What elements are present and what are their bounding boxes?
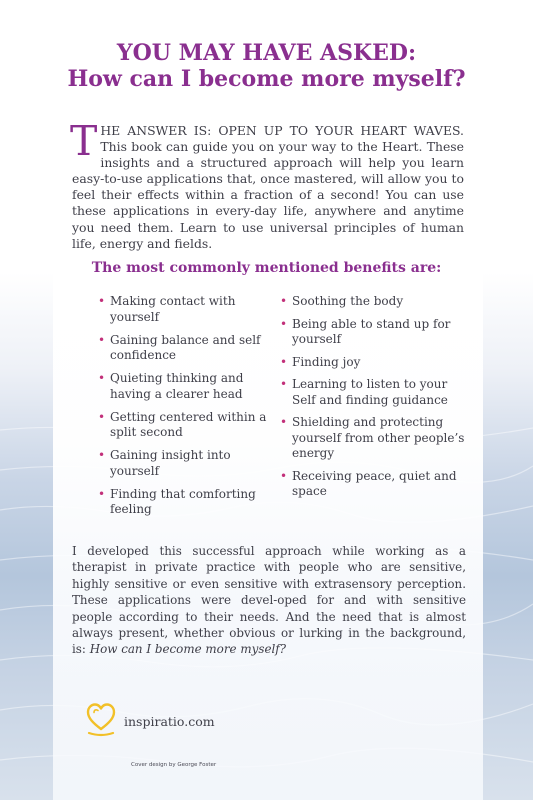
bullet: • <box>98 448 106 462</box>
bullet: • <box>280 468 288 483</box>
benefits-list-left <box>98 294 268 525</box>
title-line-2: How can I become more myself? <box>67 66 466 92</box>
bullet: • <box>280 354 288 369</box>
cover-title <box>40 40 493 92</box>
list-item: • Quieting thinking and having a clearer head <box>98 371 244 401</box>
closing-text: I developed this successful approach while working as a therapist in private practice with people who are sensitive, highly sensitive or even sensitive with extrasensory perception. These applications were devel-oped for and with sensitive people according to their needs. And the need that is almost always present, whether obvious or lurking in the background, is: <box>72 544 466 657</box>
bullet: • <box>280 316 288 331</box>
bullet: • <box>98 371 106 385</box>
intro-paragraph <box>70 117 464 252</box>
closing-paragraph <box>72 543 466 658</box>
intro-text: This book can guide you on your way to the Heart. These insights and a structured approach will help you learn easy-to-use applications that, once mastered, will allow you to feel their effects within a fraction of a second! You can use these applications in every-day life, anywhere and anytime you need them. Learn to use universal principles of human life, energy and fields. <box>72 139 464 251</box>
list-item: • Being able to stand up for yourself <box>280 316 451 346</box>
list-item: • Receiving peace, quiet and space <box>280 468 457 498</box>
list-item: • Finding joy <box>280 354 361 369</box>
benefits-heading: The most commonly mentioned benefits are: <box>91 260 442 276</box>
bullet: • <box>98 486 106 501</box>
bullet: • <box>280 377 288 391</box>
title-line-1: YOU MAY HAVE ASKED: <box>116 40 417 66</box>
bullet: • <box>98 294 106 308</box>
list-item: • Learning to listen to your Self and finding guidance <box>280 377 448 407</box>
list-item: • Shielding and protecting yourself from other people’s energy <box>280 415 465 460</box>
bullet: • <box>280 415 288 429</box>
closing-question: How can I become more myself? <box>89 642 287 657</box>
list-item: • Soothing the body <box>280 294 404 308</box>
list-item: • Gaining insight into yourself <box>98 448 231 478</box>
drop-cap: T <box>70 117 98 165</box>
heart-logo-icon <box>86 702 116 738</box>
bullet: • <box>280 294 288 308</box>
list-item: • Gaining balance and self confidence <box>98 332 261 362</box>
intro-lead: HE ANSWER IS: OPEN UP TO YOUR HEART WAVES. <box>100 123 464 138</box>
list-item: • Getting centered within a split second <box>98 409 267 439</box>
benefits-list-right <box>280 294 465 507</box>
cover-credit: Cover design by George Foster <box>131 762 217 768</box>
website-link[interactable]: inspiratio.com <box>124 714 215 729</box>
bullet: • <box>98 409 106 424</box>
list-item: • Making contact with yourself <box>98 294 236 324</box>
list-item: • Finding that comforting feeling <box>98 486 256 516</box>
bullet: • <box>98 332 106 347</box>
